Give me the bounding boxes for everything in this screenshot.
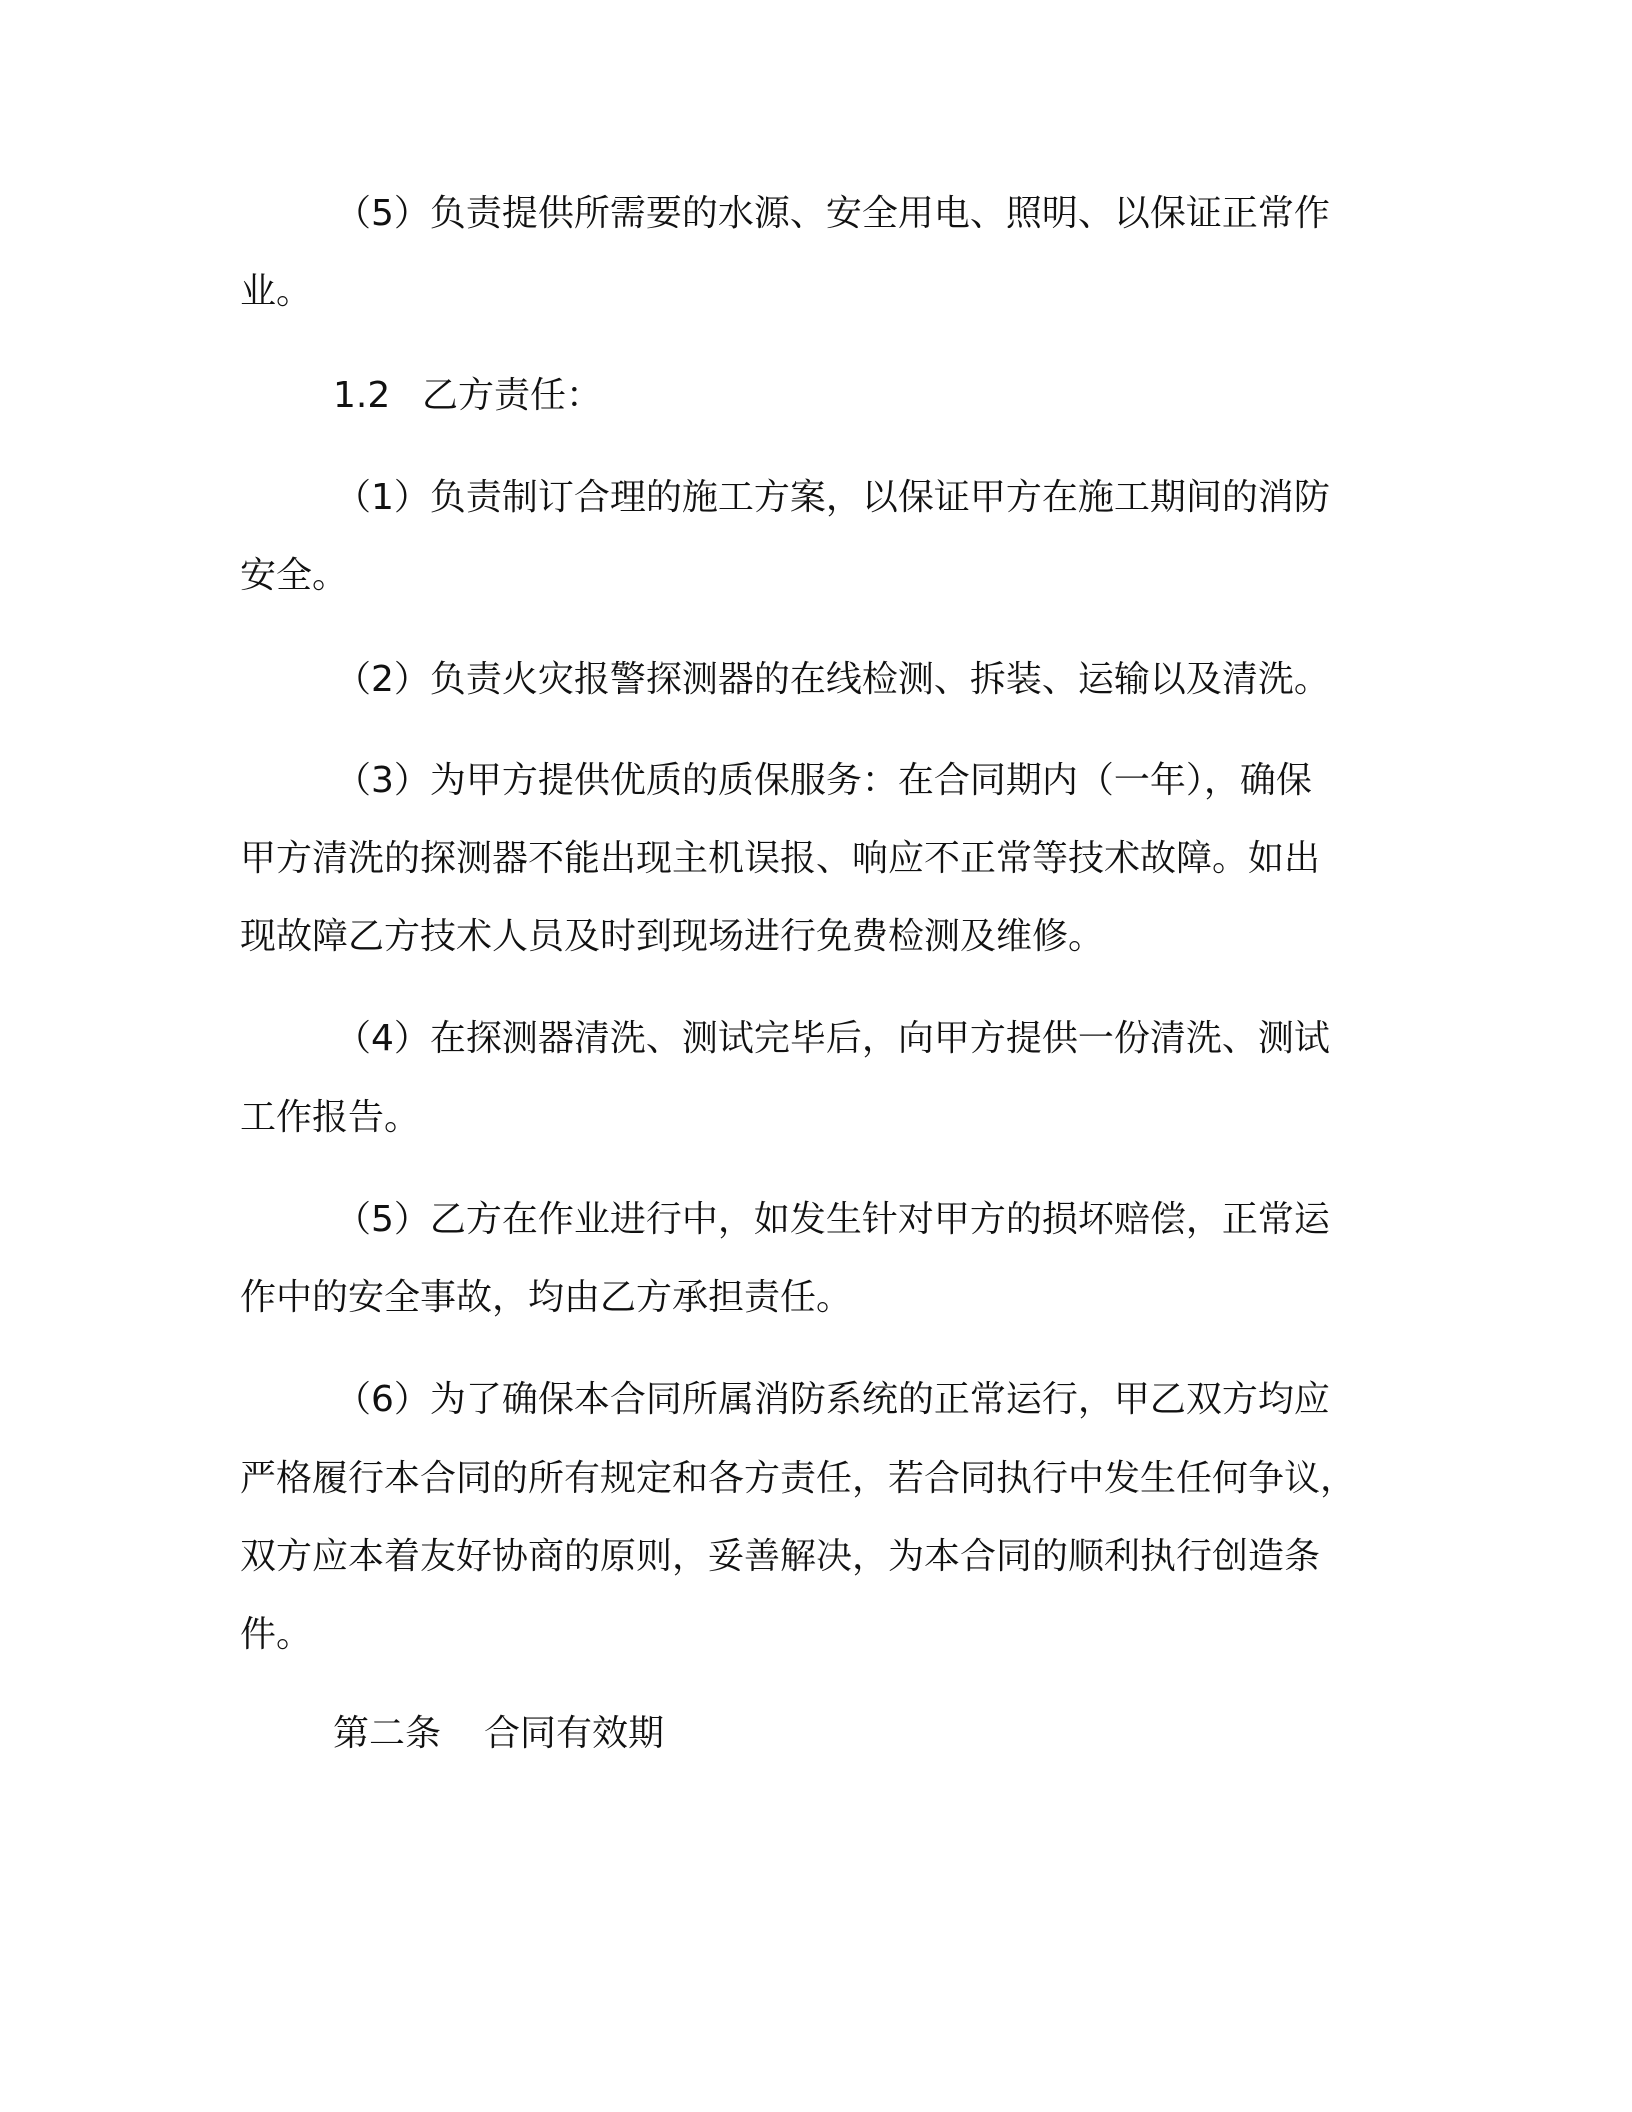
paragraph-line: （6）为了确保本合同所属消防系统的正常运行，甲乙双方均应 <box>335 1379 1330 1420</box>
paragraph-line: （1）负责制订合理的施工方案，以保证甲方在施工期间的消防 <box>335 477 1330 518</box>
paragraph-line: （3）为甲方提供优质的质保服务：在合同期内（一年），确保 <box>335 760 1312 801</box>
paragraph-line: （5）乙方在作业进行中，如发生针对甲方的损坏赔偿，正常运 <box>335 1199 1330 1240</box>
paragraph-line: （5）负责提供所需要的水源、安全用电、照明、以保证正常作 <box>335 193 1330 234</box>
article-title: 合同有效期 <box>484 1713 665 1754</box>
paragraph-line: 现故障乙方技术人员及时到现场进行免费检测及维修。 <box>240 916 1105 957</box>
paragraph-line: （4）在探测器清洗、测试完毕后，向甲方提供一份清洗、测试 <box>335 1018 1330 1059</box>
paragraph-line: 甲方清洗的探测器不能出现主机误报、响应不正常等技术故障。如出 <box>240 838 1321 879</box>
article-number: 第二条 <box>333 1713 442 1754</box>
paragraph-line: 作中的安全事故，均由乙方承担责任。 <box>240 1277 853 1318</box>
paragraph-line: 双方应本着友好协商的原则，妥善解决，为本合同的顺利执行创造条 <box>240 1536 1321 1577</box>
paragraph-line: 业。 <box>240 271 313 312</box>
section-number: 1.2 <box>333 375 391 416</box>
section-title: 乙方责任： <box>422 375 603 416</box>
paragraph-line: 严格履行本合同的所有规定和各方责任，若合同执行中发生任何争议， <box>240 1458 1357 1499</box>
paragraph-line: 安全。 <box>240 555 349 596</box>
paragraph-line: （2）负责火灾报警探测器的在线检测、拆装、运输以及清洗。 <box>335 659 1330 700</box>
paragraph-line: 工作报告。 <box>240 1097 421 1138</box>
paragraph-line: 件。 <box>240 1614 313 1655</box>
